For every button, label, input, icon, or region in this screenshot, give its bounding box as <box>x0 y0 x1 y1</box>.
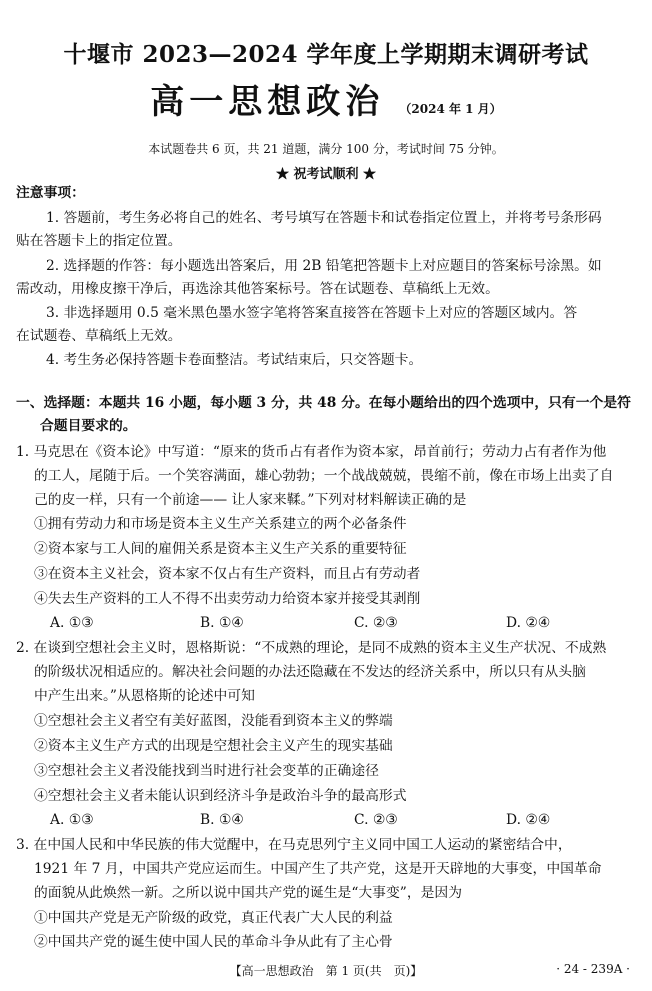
question-1-option-c: C. ②③ <box>354 615 398 631</box>
question-3-stem: 3. 在中国人民和中华民族的伟大觉醒中，在马克思列宁主义同中国工人运动的紧密结合中， <box>16 837 572 853</box>
subject-title: 高一思想政治 <box>150 82 385 122</box>
note-line: 在试题卷、草稿纸上无效。 <box>16 328 182 344</box>
exam-title: 十堰市 2023—2024 学年度上学期期末调研考试 <box>63 41 589 68</box>
question-1-stem: 的工人，尾随于后。一个笑容满面，雄心勃勃；一个战战兢兢，畏缩不前，像在市场上出卖了自 <box>34 468 614 484</box>
note-line: 贴在答题卡上的指定位置。 <box>16 233 182 249</box>
question-3-stem: 的面貌从此焕然一新。之所以说中国共产党的诞生是“大事变”，是因为 <box>34 885 463 901</box>
question-2-stem: 中产生出来。”从恩格斯的论述中可知 <box>34 688 255 704</box>
question-3-item: ②中国共产党的诞生使中国人民的革命斗争从此有了主心骨 <box>34 934 393 950</box>
question-2-option-a: A. ①③ <box>50 812 94 828</box>
question-1-option-a: A. ①③ <box>50 615 94 631</box>
good-luck-banner: ★ 祝考试顺利 ★ <box>275 167 377 182</box>
question-2-item: ③空想社会主义者没能找到当时进行社会变革的正确途径 <box>34 763 379 779</box>
question-2-option-d: D. ②④ <box>506 812 551 828</box>
section-heading-cont: 合题目要求的。 <box>40 418 137 434</box>
section-heading: 一、选择题：本题共 16 小题，每小题 3 分，共 48 分。在每小题给出的四个选项中，只有一个是符 <box>16 395 631 411</box>
question-3-stem: 1921 年 7 月，中国共产党应运而生。中国产生了共产党，这是开天辟地的大事变，中国革命 <box>34 861 602 877</box>
note-line: 4. 考生务必保持答题卡卷面整洁。考试结束后，只交答题卡。 <box>46 352 423 368</box>
page-number: 【高一思想政治 第 1 页(共 页)】 <box>229 964 423 978</box>
note-line: 需改动，用橡皮擦干净后，再选涂其他答案标号。答在试题卷、草稿纸上无效。 <box>16 281 499 297</box>
question-1-option-d: D. ②④ <box>506 615 551 631</box>
question-1-item: ④失去生产资料的工人不得不出卖劳动力给资本家并接受其剥削 <box>34 591 421 607</box>
question-2-item: ④空想社会主义者未能认识到经济斗争是政治斗争的最高形式 <box>34 788 407 804</box>
exam-info: 本试题卷共 6 页，共 21 道题，满分 100 分，考试时间 75 分钟。 <box>148 142 504 156</box>
question-1-item: ③在资本主义社会，资本家不仅占有生产资料，而且占有劳动者 <box>34 566 421 582</box>
exam-date: （2024 年 1 月） <box>399 102 502 116</box>
question-1-item: ②资本家与工人间的雇佣关系是资本主义生产关系的重要特征 <box>34 541 407 557</box>
question-1-item: ①拥有劳动力和市场是资本主义生产关系建立的两个必备条件 <box>34 516 407 532</box>
note-line: 1. 答题前，考生务必将自己的姓名、考号填写在答题卡和试卷指定位置上，并将考号条形码 <box>46 210 602 226</box>
note-line: 3. 非选择题用 0.5 毫米黑色墨水签字笔将答案直接答在答题卡上对应的答题区域内。答 <box>46 305 578 321</box>
question-1-option-b: B. ①④ <box>200 615 244 631</box>
subject-title-row <box>0 74 652 123</box>
question-2-option-b: B. ①④ <box>200 812 244 828</box>
question-1-stem: 1. 马克思在《资本论》中写道：“原来的货币占有者作为资本家，昂首前行；劳动力占有者作为他 <box>16 444 607 460</box>
question-2-stem: 的阶级状况相适应的。解决社会问题的办法还隐藏在不发达的经济关系中，所以只有从头脑 <box>34 664 586 680</box>
question-2-stem: 2. 在谈到空想社会主义时，恩格斯说：“不成熟的理论，是同不成熟的资本主义生产状况、不成熟 <box>16 640 607 656</box>
exam-code: · 24 - 239A · <box>556 962 630 976</box>
note-line: 2. 选择题的作答：每小题选出答案后，用 2B 铅笔把答题卡上对应题目的答案标号涂黑。如 <box>46 258 602 274</box>
question-1-stem: 己的皮一样，只有一个前途—— 让人家来鞣。”下列对材料解读正确的是 <box>34 492 467 508</box>
notes-heading: 注意事项： <box>16 185 85 201</box>
question-2-item: ①空想社会主义者空有美好蓝图，没能看到资本主义的弊端 <box>34 713 393 729</box>
question-3-item: ①中国共产党是无产阶级的政党，真正代表广大人民的利益 <box>34 910 393 926</box>
question-2-option-c: C. ②③ <box>354 812 398 828</box>
question-2-item: ②资本主义生产方式的出现是空想社会主义产生的现实基础 <box>34 738 393 754</box>
